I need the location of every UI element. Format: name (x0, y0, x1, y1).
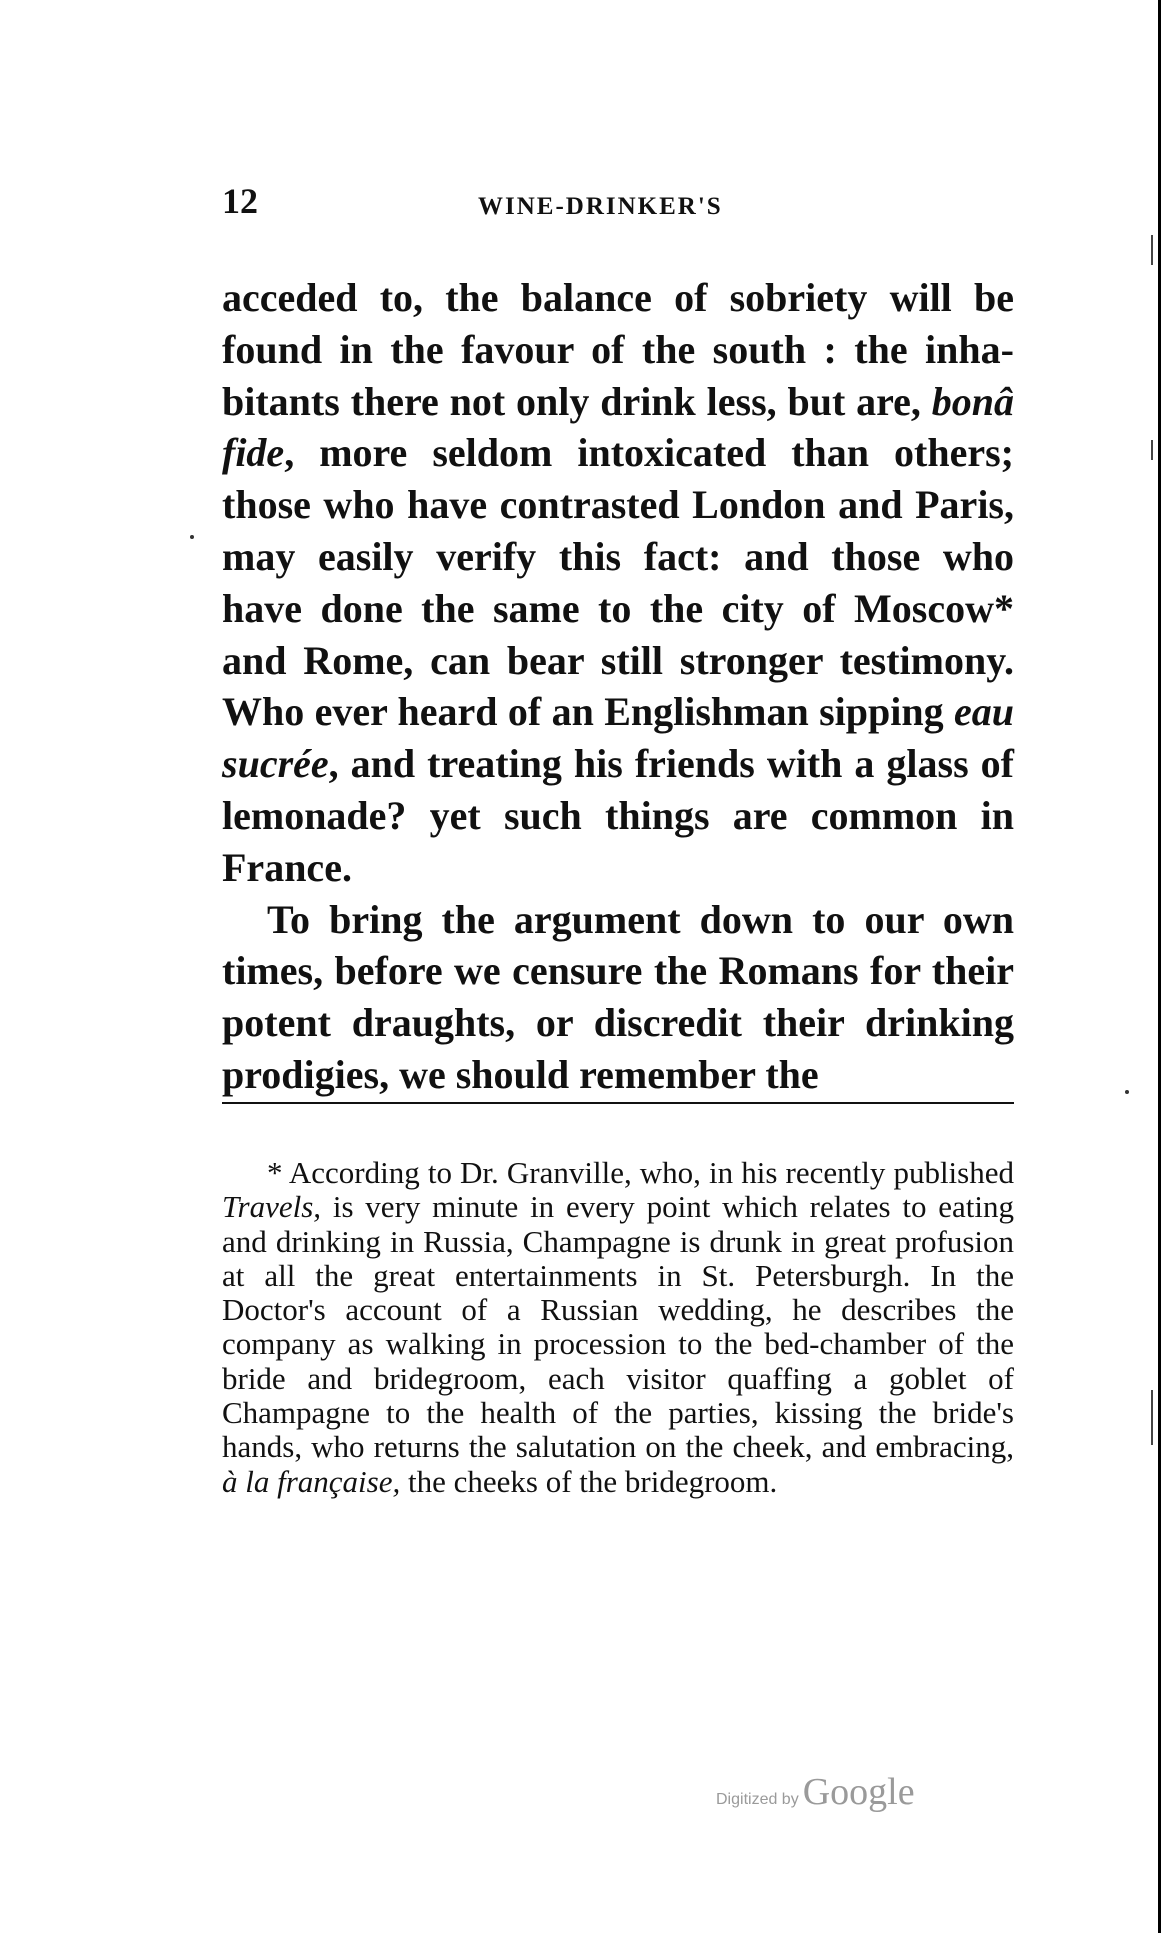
page-number: 12 (222, 181, 258, 221)
scan-mark (1151, 440, 1153, 460)
google-logo: Google (802, 1771, 915, 1813)
scan-mark (1151, 235, 1153, 265)
footnote-marker: * (994, 585, 1014, 631)
paragraph-2: To bring the argument down to our own times, before we censure the Romans for their potent draughts, or discredit their drinking prodigies, we should remember the (222, 896, 1014, 1097)
text-run: , and treating his friends with a glass of lemonade? yet such things are common in France. (222, 741, 1014, 890)
italic-run: eau sucrée (222, 689, 1014, 787)
text-run: acceded to, the balance of sobriety will be found in the favour of the south : the inhabitants there not only drink less, but are, (222, 275, 1014, 424)
body-text (222, 272, 1014, 1101)
watermark-prefix: Digitized by (716, 1791, 799, 1808)
footnote (222, 1156, 1014, 1499)
text-run: and Rome, can bear still stronger testimony. Who ever heard of an Englishman sipping (222, 637, 1014, 735)
text-run: the cheeks of the bridegroom. (400, 1463, 778, 1499)
digitized-watermark (716, 1770, 915, 1814)
running-head: WINE-DRINKER'S (478, 193, 723, 220)
paragraph-1 (222, 272, 1014, 894)
italic-run: à la française, (222, 1463, 401, 1499)
text-run: , more seldom intoxicated than others; those who have contrasted London and Paris, may easily verify this fact: and those who have done the same to the city of Moscow (222, 430, 1014, 631)
text-run: * According to Dr. Granville, who, in his recently published (267, 1155, 1014, 1190)
scan-speck (1125, 1090, 1129, 1094)
italic-run: bonâ fide (222, 378, 1014, 476)
scan-speck (190, 535, 194, 539)
scan-mark (1151, 1390, 1153, 1445)
text-run: is very minute in every point which relates to eating and drinking in Russia, Champagne is drunk in great profusion at all the great entertainments in St. Petersburgh. In the Doctor's account of a Russian wedding, he describes the company as walking in procession to the bed-chamber of the bride and bridegroom, each visitor quaffing a goblet of Champagne to the health of the parties, kissing the bride's hands, who returns the salutation on the cheek, and embracing, (222, 1189, 1014, 1465)
footnote-rule (222, 1102, 1014, 1104)
italic-run: Travels, (222, 1189, 322, 1225)
